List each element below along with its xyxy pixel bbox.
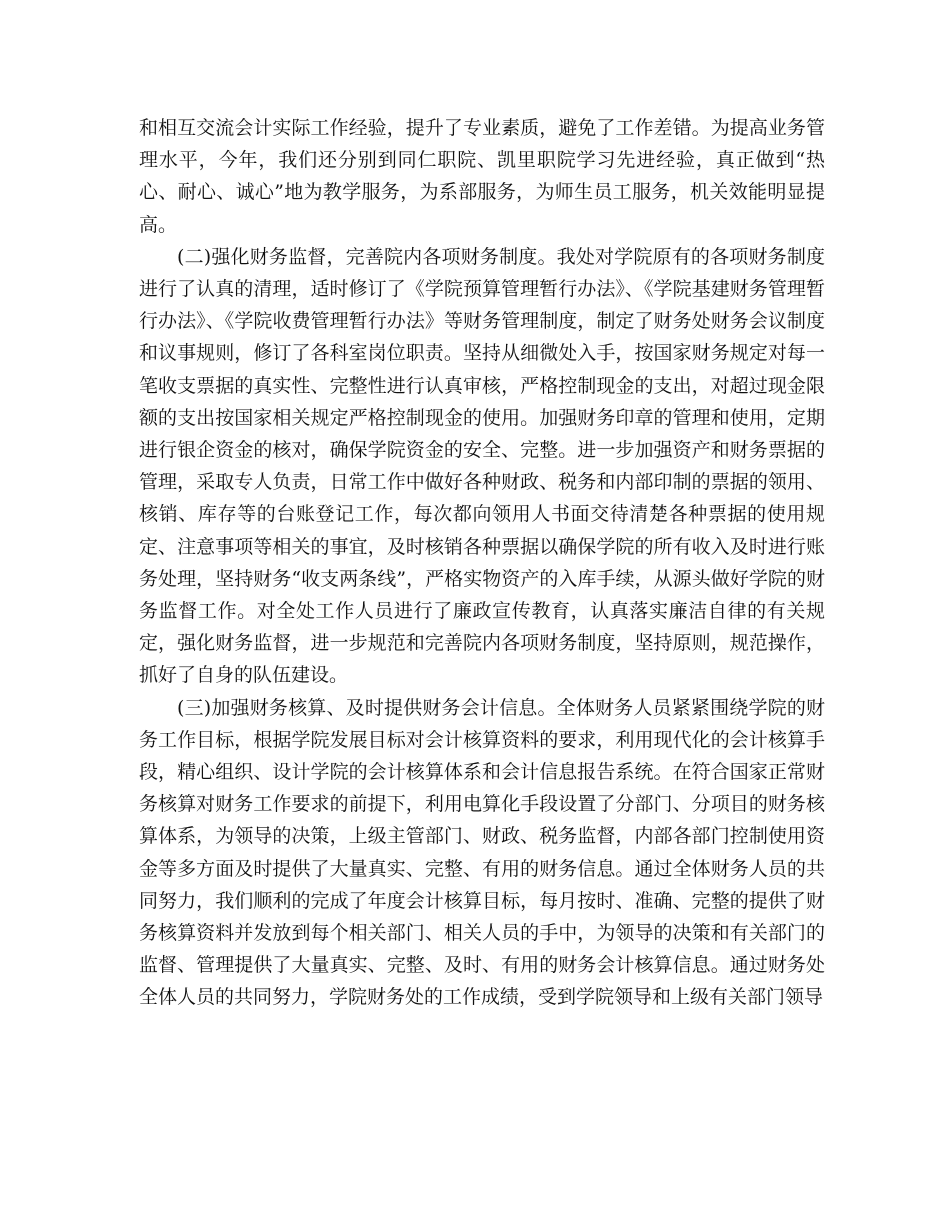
paragraph-financial-supervision: (二)强化财务监督，完善院内各项财务制度。我处对学院原有的各项财务制度进行了认真的清理，适时修订了《学院预算管理暂行办法》、《学院基建财务管理暂行办法》、《学院收费管理暂行办法》等财务管理制度，制定了财务处财务会议制度和议事规则，修订了各科室岗位职责。坚持从细微处入手，按国家财务规定对每一笔收支票据的真实性、完整性进行认真审核，严格控制现金的支出，对超过现金限额的支出按国家相关规定严格控制现金的使用。加强财务印章的管理和使用，定期进行银企资金的核对，确保学院资金的安全、完整。进一步加强资产和财务票据的管理，采取专人负责，日常工作中做好各种财政、税务和内部印制的票据的领用、核销、库存等的台账登记工作，每次都向领用人书面交待清楚各种票据的使用规定、注意事项等相关的事宜，及时核销各种票据以确保学院的所有收入及时进行账务处理，坚持财务“收支两条线”，严格实物资产的入库手续，从源头做好学院的财务监督工作。对全处工作人员进行了廉政宣传教育，认真落实廉洁自律的有关规定，强化财务监督，进一步规范和完善院内各项财务制度，坚持原则，规范操作，抓好了自身的队伍建设。 <box>139 245 825 687</box>
paragraph-financial-accounting: (三)加强财务核算、及时提供财务会计信息。全体财务人员紧紧围绕学院的财务工作目标，根据学院发展目标对会计核算资料的要求，利用现代化的会计核算手段，精心组织、设计学院的会计核算体系和会计信息报告系统。在符合国家正常财务核算对财务工作要求的前提下，利用电算化手段设置了分部门、分项目的财务核算体系，为领导的决策，上级主管部门、财政、税务监督，内部各部门控制使用资金等多方面及时提供了大量真实、完整、有用的财务信息。通过全体财务人员的共同努力，我们顺利的完成了年度会计核算目标，每月按时、准确、完整的提供了财务核算资料并发放到每个相关部门、相关人员的手中，为领导的决策和有关部门的监督、管理提供了大量真实、完整、及时、有用的财务会计核算信息。通过财务处全体人员的共同努力，学院财务处的工作成绩，受到学院领导和上级有关部门领导 <box>139 696 825 1009</box>
document-page <box>139 112 825 1014</box>
paragraph-continuation: 和相互交流会计实际工作经验，提升了专业素质，避免了工作差错。为提高业务管理水平，今年，我们还分别到同仁职院、凯里职院学习先进经验，真正做到“热心、耐心、诚心”地为教学服务，为系部服务，为师生员工服务，机关效能明显提高。 <box>139 117 825 236</box>
